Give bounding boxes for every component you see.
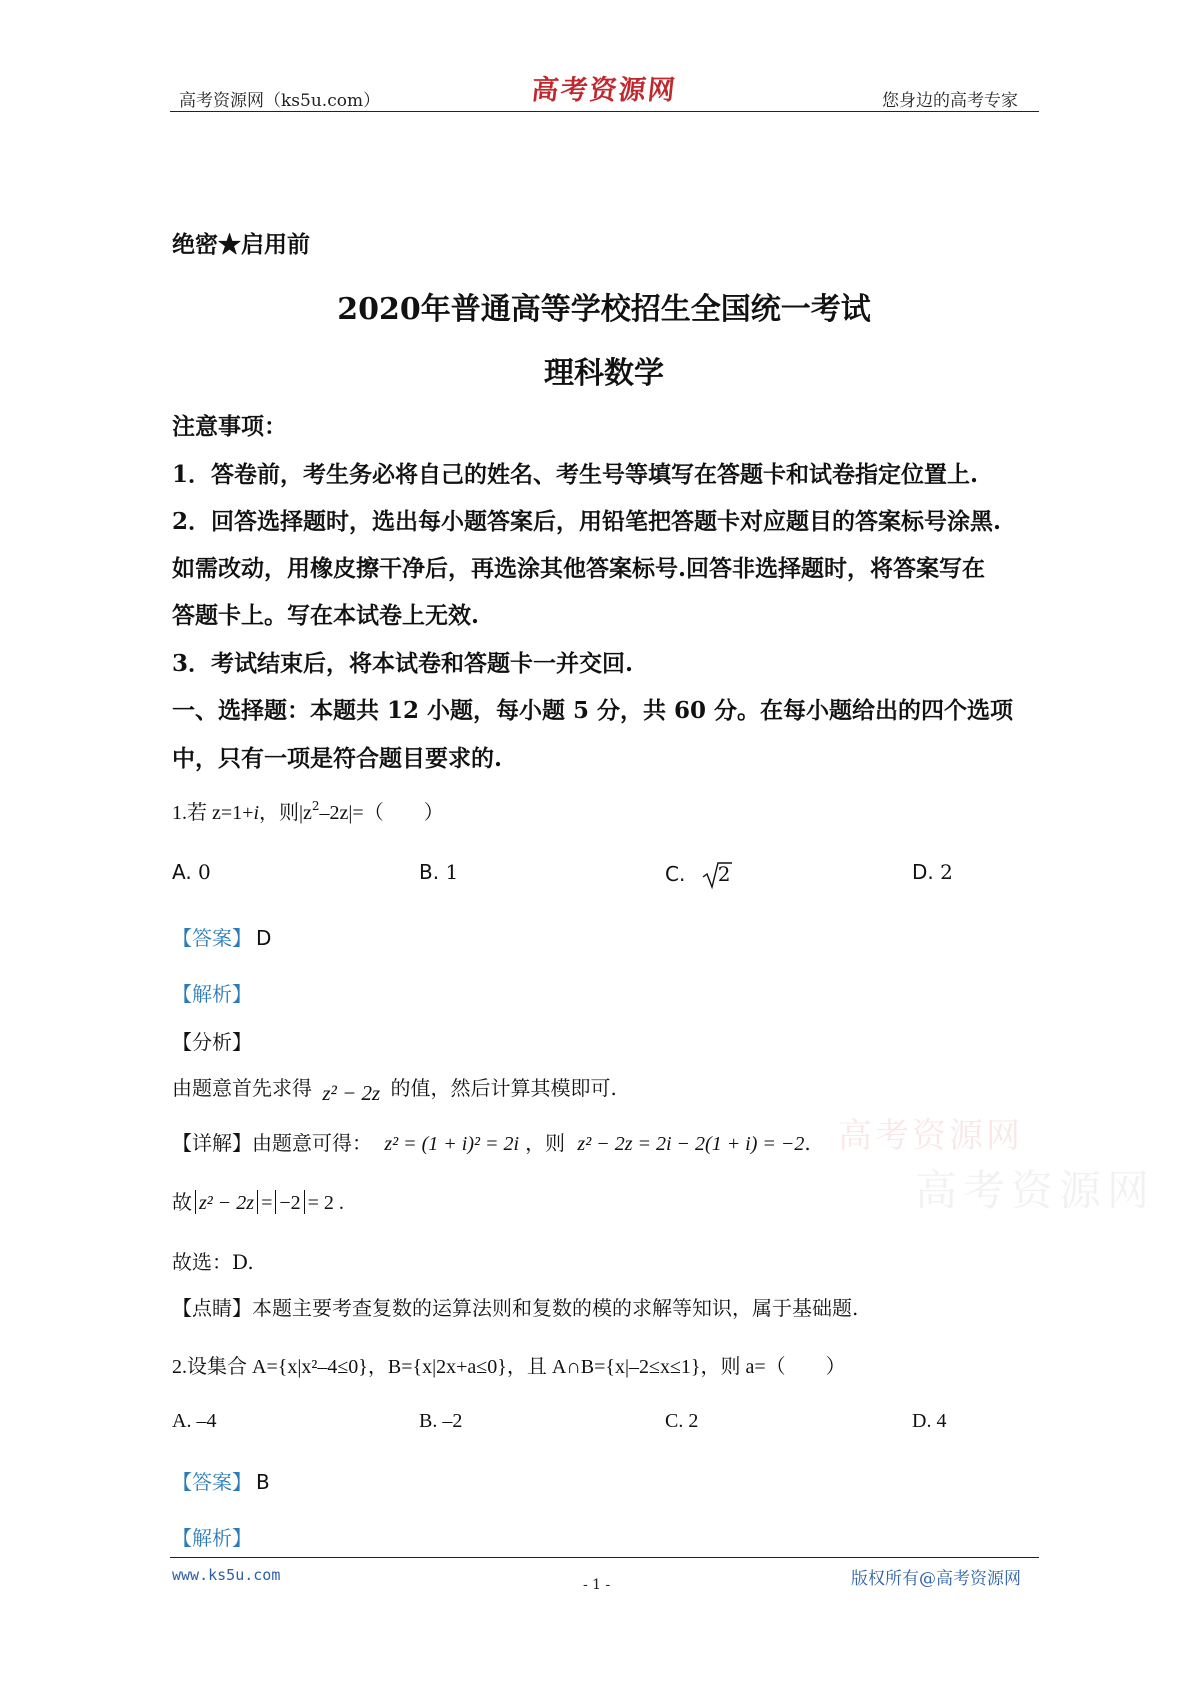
q1-option-a-label: A. bbox=[172, 860, 192, 884]
q1-detail-prefix: 由题意可得： bbox=[252, 1131, 372, 1155]
q2-answer bbox=[172, 1466, 270, 1495]
q1-option-d bbox=[912, 860, 953, 884]
q1-stem-end: –2z|=（ ） bbox=[319, 802, 444, 824]
q2-answer-value: B bbox=[256, 1470, 270, 1494]
abs-bar bbox=[257, 1190, 258, 1214]
watermark-red: 高考资源网 bbox=[838, 1116, 1023, 1156]
q1-option-c bbox=[665, 860, 732, 890]
q1-fenxi-expr: z² − 2z bbox=[322, 1081, 381, 1105]
q2-analysis-tag: 【解析】 bbox=[172, 1526, 252, 1550]
q1-fenxi-text bbox=[172, 1072, 617, 1105]
footer-rule bbox=[170, 1557, 1039, 1558]
q2-option-b: B. –2 bbox=[419, 1410, 463, 1432]
q1-choose: 故选：D. bbox=[172, 1250, 254, 1274]
section-heading-line-1: 一、选择题：本题共 12 小题，每小题 5 分，共 60 分。在每小题给出的四个选项 bbox=[172, 697, 1014, 724]
q1-fenxi-suffix: 的值，然后计算其模即可. bbox=[390, 1076, 617, 1100]
notice-item-2-line-3: 答题卡上。写在本试卷上无效. bbox=[172, 602, 480, 629]
abs-bar bbox=[304, 1190, 305, 1214]
q1-so-expr: z² − 2z bbox=[199, 1192, 255, 1214]
q1-point-tag: 【点睛】 bbox=[172, 1296, 252, 1320]
q1-so-rest: = bbox=[261, 1192, 273, 1214]
q1-fenxi-tag: 【分析】 bbox=[172, 1030, 252, 1054]
q1-stem-sup: 2 bbox=[311, 799, 320, 813]
exam-title: 2020年普通高等学校招生全国统一考试 bbox=[337, 292, 871, 327]
q1-stem-prefix: 1.若 z=1+ bbox=[172, 802, 254, 824]
q1-option-d-label: D. bbox=[912, 860, 934, 884]
q2-option-c: C. 2 bbox=[665, 1410, 699, 1432]
q1-detail bbox=[172, 1127, 811, 1156]
q1-detail-tag: 【详解】 bbox=[172, 1131, 252, 1155]
q1-option-a bbox=[172, 860, 211, 884]
q1-detail-expr2: z² − 2z = 2i − 2(1 + i) = −2 bbox=[577, 1133, 805, 1155]
q1-detail-end: . bbox=[804, 1131, 811, 1155]
q2-stem: 2.设集合 A={x|x²–4≤0}，B={x|2x+a≤0}，且 A∩B={x|–2≤x≤1}，则 a=（ ） bbox=[172, 1356, 846, 1378]
q1-option-b bbox=[419, 860, 458, 884]
page-number: - 1 - bbox=[583, 1577, 611, 1593]
notice-item-1: 1．答卷前，考生务必将自己的姓名、考生号等填写在答题卡和试卷指定位置上. bbox=[172, 461, 979, 488]
footer-copyright: 版权所有@高考资源网 bbox=[851, 1569, 1021, 1589]
q1-option-c-label: C. bbox=[665, 862, 686, 886]
notice-item-2-line-2: 如需改动，用橡皮擦干净后，再选涂其他答案标号.回答非选择题时，将答案写在 bbox=[172, 555, 986, 582]
exam-subtitle: 理科数学 bbox=[544, 356, 664, 391]
watermark-gray: 高考资源网 bbox=[915, 1166, 1156, 1215]
q2-answer-tag: 【答案】 bbox=[172, 1470, 252, 1494]
q1-answer-tag: 【答案】 bbox=[172, 926, 252, 950]
header-left-text: 高考资源网（ks5u.com） bbox=[179, 91, 381, 111]
abs-bar bbox=[195, 1190, 196, 1214]
q1-answer bbox=[172, 922, 271, 951]
footer-site-link[interactable]: www.ks5u.com bbox=[172, 1566, 281, 1584]
q1-so-end: = 2 . bbox=[307, 1192, 344, 1214]
q1-analysis-tag: 【解析】 bbox=[172, 982, 252, 1006]
q1-point bbox=[172, 1292, 858, 1321]
q1-option-b-label: B. bbox=[419, 860, 440, 884]
q1-answer-value: D bbox=[256, 926, 272, 950]
q2-option-d: D. 4 bbox=[912, 1410, 947, 1432]
notice-heading: 注意事项： bbox=[172, 413, 287, 440]
notice-item-3: 3．考试结束后，将本试卷和答题卡一并交回. bbox=[172, 650, 634, 677]
header-logo: 高考资源网 bbox=[530, 75, 679, 106]
abs-bar bbox=[275, 1190, 276, 1214]
q1-point-text: 本题主要考查复数的运算法则和复数的模的求解等知识，属于基础题. bbox=[252, 1296, 859, 1320]
q1-detail-expr1: z² = (1 + i)² = 2i bbox=[384, 1133, 520, 1155]
confidential-label: 绝密★启用前 bbox=[172, 231, 310, 258]
q1-stem-mid: ，则|z bbox=[259, 802, 312, 824]
q1-stem bbox=[172, 796, 444, 825]
q1-so-prefix: 故 bbox=[172, 1190, 192, 1214]
q1-detail-mid: ，则 bbox=[525, 1131, 566, 1155]
q1-fenxi-prefix: 由题意首先求得 bbox=[172, 1076, 312, 1100]
q1-conclusion bbox=[172, 1186, 344, 1215]
q1-stem-i: i bbox=[253, 802, 259, 824]
q1-option-b-value: 1 bbox=[445, 860, 459, 884]
section-heading-line-2: 中，只有一项是符合题目要求的. bbox=[172, 745, 503, 772]
q1-option-a-value: 0 bbox=[198, 860, 211, 884]
q1-option-c-value: 2 bbox=[717, 862, 731, 886]
q1-option-d-value: 2 bbox=[940, 860, 953, 884]
header-right-text: 您身边的高考专家 bbox=[882, 91, 1018, 111]
header-rule bbox=[170, 111, 1039, 112]
notice-item-2-line-1: 2．回答选择题时，选出每小题答案后，用铅笔把答题卡对应题目的答案标号涂黑. bbox=[172, 508, 1002, 535]
sqrt-symbol bbox=[702, 860, 732, 890]
q2-option-a: A. –4 bbox=[172, 1410, 217, 1432]
q1-so-expr2: −2 bbox=[279, 1192, 301, 1214]
